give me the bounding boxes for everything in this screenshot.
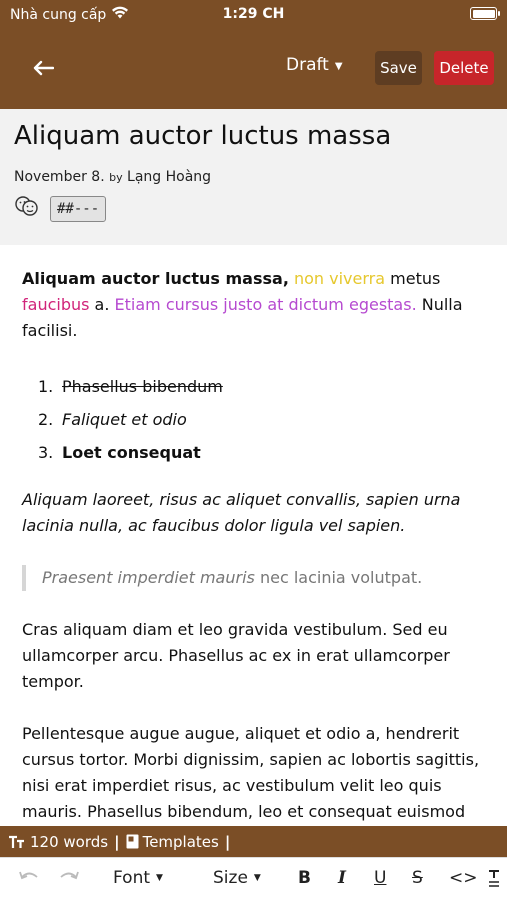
chevron-down-icon: ▼ [334, 60, 343, 72]
by-label: by [109, 171, 123, 184]
list-item [38, 436, 487, 469]
clock: 1:29 CH [222, 6, 285, 22]
word-count-label: 120 words [30, 832, 109, 851]
quote-italic-text: Praesent imperdiet mauris [42, 568, 255, 587]
templates-button[interactable] [126, 833, 219, 851]
save-button[interactable]: Save [375, 51, 422, 85]
redo-button[interactable] [58, 868, 80, 884]
divider: | [114, 832, 120, 851]
post-status-label: Draft [286, 55, 329, 75]
tags-input[interactable]: ##--- [50, 196, 106, 222]
bold-button[interactable]: B [298, 868, 311, 888]
divider: | [224, 832, 231, 851]
size-dropdown[interactable] [213, 868, 261, 888]
tags-row [14, 195, 106, 222]
undo-icon [18, 868, 40, 884]
paragraph-2: Cras aliquam diam et leo gravida vestibulum. Sed eu ullamcorper arcu. Phasellus ac ex in erat ullamcorper tempor. [22, 620, 450, 691]
redo-icon [58, 868, 80, 884]
word-count[interactable] [8, 833, 108, 851]
quote-text: nec lacinia volutpat. [259, 568, 423, 587]
list-item-text: Phasellus bibendum [62, 377, 223, 396]
status-bar [0, 4, 507, 26]
plain-text: metus [390, 269, 441, 288]
list-number: 2. [38, 410, 54, 429]
strikethrough-button[interactable]: S [412, 868, 423, 888]
template-icon [126, 834, 139, 849]
text-size-icon [8, 835, 26, 849]
list-number: 3. [38, 443, 54, 462]
info-bar [0, 826, 507, 857]
bold-text: Aliquam auctor luctus massa, [22, 269, 289, 288]
paragraph-3: Pellentesque augue augue, aliquet et odio a, hendrerit cursus tortor. Morbi dignissim, sapien ac lobortis sagittis, nisi erat imperdiet risus, ac vestibulum velit leo quis mauris. Phasellus bibendum, leo et consequat euismod [22, 724, 480, 821]
post-status-dropdown[interactable] [286, 55, 343, 75]
more-format-icon[interactable] [486, 868, 502, 888]
font-dropdown[interactable] [113, 868, 163, 888]
blockquote [22, 565, 487, 591]
purple-text: Etiam cursus justo at dictum egestas. [114, 295, 417, 314]
battery-icon [470, 7, 497, 20]
app-header [0, 0, 507, 109]
chevron-down-icon: ▼ [156, 873, 163, 883]
back-arrow-icon [32, 60, 54, 76]
list-item-text: Loet consequat [62, 443, 201, 462]
emoji-icon[interactable] [14, 195, 40, 222]
underline-button[interactable]: U [374, 868, 387, 888]
code-button[interactable]: <> [449, 868, 478, 888]
post-title[interactable]: Aliquam auctor luctus massa [14, 121, 392, 151]
back-button[interactable] [28, 54, 58, 82]
italic-paragraph: Aliquam laoreet, risus ac aliquet convallis, sapien urna lacinia nulla, ac faucibus dolor ligula vel sapien. [22, 490, 461, 535]
italic-button[interactable]: I [338, 868, 346, 888]
size-label: Size [213, 868, 248, 888]
templates-label: Templates [142, 832, 219, 851]
font-label: Font [113, 868, 151, 888]
post-body-editor[interactable] [22, 266, 487, 851]
post-date: November 8. [14, 169, 105, 185]
plain-text: a. [94, 295, 110, 314]
paragraph-1 [22, 266, 487, 344]
post-byline [14, 169, 211, 185]
list-item [38, 370, 487, 403]
post-author: Lạng Hoàng [127, 169, 212, 185]
editor-toolbar [0, 50, 507, 86]
undo-button[interactable] [18, 868, 40, 884]
post-meta [0, 109, 507, 245]
format-toolbar [0, 857, 507, 900]
list-item-text: Faliquet et odio [62, 410, 187, 429]
yellow-text: non viverra [293, 269, 386, 288]
list-item [38, 403, 487, 436]
carrier-label: Nhà cung cấp [10, 6, 107, 23]
chevron-down-icon: ▼ [253, 873, 261, 883]
delete-button[interactable]: Delete [434, 51, 494, 85]
list-number: 1. [38, 377, 54, 396]
ordered-list [38, 370, 487, 469]
magenta-text: faucibus [22, 295, 90, 314]
plain-text: Nulla facilisi. [22, 295, 463, 340]
